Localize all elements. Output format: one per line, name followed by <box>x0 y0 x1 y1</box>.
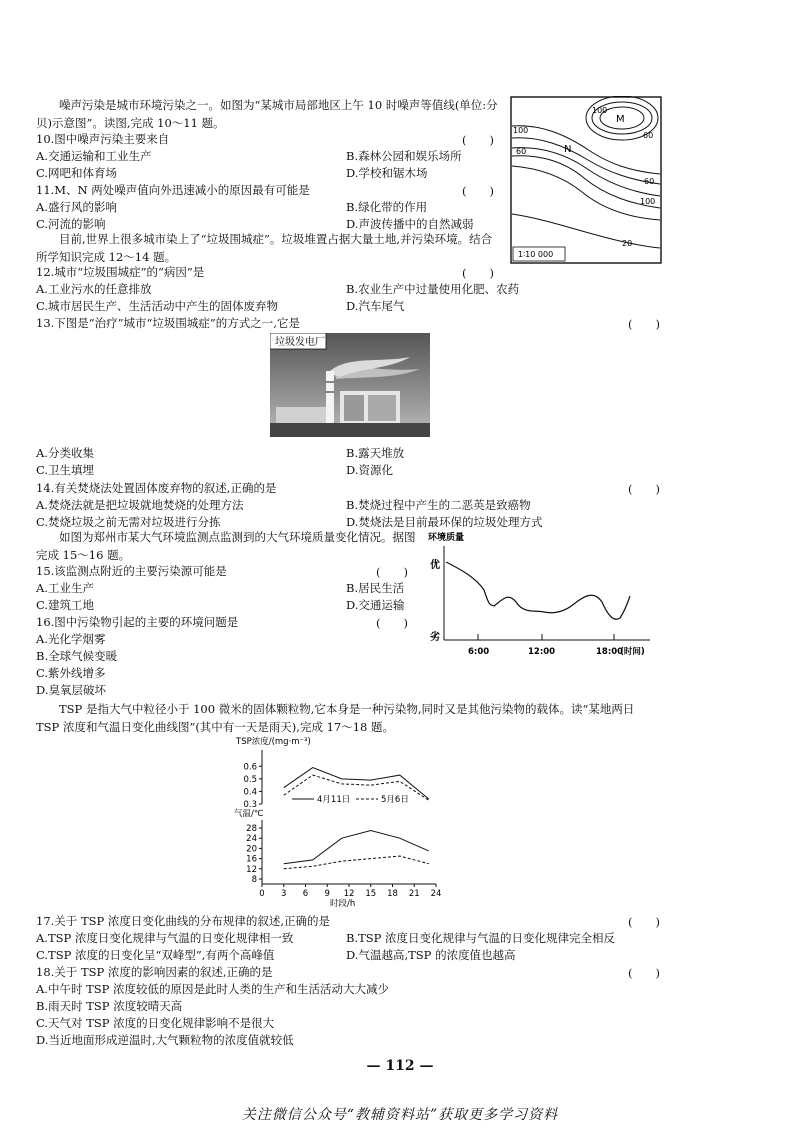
label-n: N <box>564 144 572 155</box>
q12-option-b[interactable]: B.农业生产中过量使用化肥、农药 <box>346 282 520 296</box>
q11-answer-blank[interactable]: ( ) <box>462 184 494 198</box>
temp-ytick-label: 24 <box>246 834 257 845</box>
q15-option-c[interactable]: C.建筑工地 <box>36 598 95 612</box>
q17-answer-blank[interactable]: ( ) <box>628 915 660 929</box>
temp-ytick-label: 16 <box>246 854 257 865</box>
q16-answer-blank[interactable]: ( ) <box>376 616 408 630</box>
x-tick-label: 15 <box>365 889 377 899</box>
quality-tick-18: 18:00 <box>596 647 624 657</box>
q11-option-c[interactable]: C.河流的影响 <box>36 217 106 231</box>
tsp-ytick-label: 0.4 <box>243 787 257 798</box>
tsp-temperature-chart <box>230 736 450 912</box>
q15-stem: 15.该监测点附近的主要污染源可能是 <box>36 564 227 578</box>
x-tick-label: 3 <box>281 889 287 899</box>
q16-option-d[interactable]: D.臭氧层破坏 <box>36 683 106 697</box>
q13-option-d[interactable]: D.资源化 <box>346 463 393 477</box>
q12-option-c[interactable]: C.城市居民生产、生活活动中产生的固体废弃物 <box>36 299 279 313</box>
tsp-xlabel: 时段/h <box>330 899 356 909</box>
q17-option-c[interactable]: C.TSP 浓度的日变化呈“双峰型”,有两个高峰值 <box>36 948 275 962</box>
scale-label: 1∶10 000 <box>518 250 554 259</box>
q14-option-d[interactable]: D.焚烧法是目前最环保的垃圾处理方式 <box>346 515 543 529</box>
q17-option-a[interactable]: A.TSP 浓度日变化规律与气温的日变化规律相一致 <box>36 931 294 945</box>
q16-stem: 16.图中污染物引起的主要的环境问题是 <box>36 615 239 629</box>
q10-option-c[interactable]: C.网吧和体育场 <box>36 166 118 180</box>
legend-series-1: 4月11日 <box>317 795 351 805</box>
x-tick-label: 0 <box>259 889 265 899</box>
quality-bottom-label: 劣 <box>430 632 440 643</box>
temp-ylabel: 气温/℃ <box>234 809 264 819</box>
tsp-ytick-label: 0.3 <box>243 800 257 810</box>
q10-option-a[interactable]: A.交通运输和工业生产 <box>36 149 152 163</box>
q10-option-d[interactable]: D.学校和锯木场 <box>346 166 428 180</box>
q11-option-a[interactable]: A.盛行风的影响 <box>36 200 117 214</box>
q10-answer-blank[interactable]: ( ) <box>462 133 494 147</box>
iso-label: 60 <box>644 177 655 186</box>
q13-option-b[interactable]: B.露天堆放 <box>346 446 405 460</box>
q10-stem: 10.图中噪声污染主要来自 <box>36 132 170 146</box>
q13-option-a[interactable]: A.分类收集 <box>36 446 94 460</box>
q12-answer-blank[interactable]: ( ) <box>462 266 494 280</box>
x-tick-label: 21 <box>408 889 420 899</box>
x-tick-label: 12 <box>343 889 355 899</box>
quality-top-label: 优 <box>430 560 440 571</box>
iso-label: 100 <box>640 197 656 206</box>
quality-xlabel: (时间) <box>620 647 645 657</box>
temp-ytick-label: 8 <box>251 875 257 885</box>
quality-tick-6: 6:00 <box>468 647 490 657</box>
intro-tsp: TSP 是指大气中粒径小于 100 微米的固体颗粒物,它本身是一种污染物,同时又是其他污染物的载体。读“某地两日 TSP 浓度和气温日变化曲线图”(其中有一天是雨天),完成 17～18 题。 <box>36 702 635 734</box>
iso-label: 60 <box>516 147 527 156</box>
q15-option-b[interactable]: B.居民生活 <box>346 581 405 595</box>
x-tick-label: 18 <box>387 889 398 899</box>
q15-option-d[interactable]: D.交通运输 <box>346 598 405 612</box>
photo-label: 垃圾发电厂 <box>275 337 325 348</box>
q14-option-a[interactable]: A.焚烧法就是把垃圾就地焚烧的处理方法 <box>36 498 244 512</box>
iso-label: 20 <box>622 239 633 248</box>
q16-option-b[interactable]: B.全球气候变暖 <box>36 649 118 663</box>
tsp-ytick-label: 0.6 <box>243 762 257 773</box>
q10-option-b[interactable]: B.森林公园和娱乐场所 <box>346 149 462 163</box>
quality-tick-12: 12:00 <box>528 647 556 657</box>
x-tick-label: 6 <box>302 889 309 899</box>
q18-answer-blank[interactable]: ( ) <box>628 966 660 980</box>
iso-label: 100 <box>513 126 529 135</box>
q14-answer-blank[interactable]: ( ) <box>628 482 660 496</box>
q17-option-d[interactable]: D.气温越高,TSP 的浓度值也越高 <box>346 948 516 962</box>
q13-stem: 13.下图是“治疗”城市“垃圾围城症”的方式之一,它是 <box>36 316 300 330</box>
q14-option-b[interactable]: B.焚烧过程中产生的二恶英是致癌物 <box>346 498 531 512</box>
q13-option-c[interactable]: C.卫生填埋 <box>36 463 95 477</box>
q16-option-c[interactable]: C.紫外线增多 <box>36 666 106 680</box>
q17-stem: 17.关于 TSP 浓度日变化曲线的分布规律的叙述,正确的是 <box>36 914 331 928</box>
legend-series-2: 5月6日 <box>381 795 409 805</box>
q17-option-b[interactable]: B.TSP 浓度日变化规律与气温的日变化规律完全相反 <box>346 931 616 945</box>
q13-answer-blank[interactable]: ( ) <box>628 317 660 331</box>
q12-option-a[interactable]: A.工业污水的任意排放 <box>36 282 152 296</box>
q11-option-b[interactable]: B.绿化带的作用 <box>346 200 428 214</box>
footer-note: 关注微信公众号“教辅资料站”获取更多学习资料 <box>241 1107 559 1123</box>
intro-noise: 噪声污染是城市环境污染之一。如图为“某城市局部地区上午 10 时噪声等值线(单位:分贝)示意图”。读图,完成 10～11 题。 <box>36 98 498 130</box>
tsp-ytick-label: 0.5 <box>243 774 257 785</box>
q12-stem: 12.城市“垃圾围城症”的“病因”是 <box>36 265 205 279</box>
q14-option-c[interactable]: C.焚烧垃圾之前无需对垃圾进行分拣 <box>36 515 221 529</box>
intro-garbage: 目前,世界上很多城市染上了“垃圾围城症”。垃圾堆置占据大量土地,并污染环境。结合所学知识完成 12～14 题。 <box>36 232 493 264</box>
temp-series-line-2 <box>284 856 429 869</box>
page-number: — 112 — <box>366 1058 434 1074</box>
q18-option-c[interactable]: C.天气对 TSP 浓度的日变化规律影响不是很大 <box>36 1016 275 1030</box>
q18-option-d[interactable]: D.当近地面形成逆温时,大气颗粒物的浓度值就较低 <box>36 1033 294 1047</box>
q18-stem: 18.关于 TSP 浓度的影响因素的叙述,正确的是 <box>36 965 273 979</box>
temp-ytick-label: 20 <box>246 844 257 855</box>
q15-answer-blank[interactable]: ( ) <box>376 565 408 579</box>
q12-option-d[interactable]: D.汽车尾气 <box>346 299 405 313</box>
temp-ytick-label: 12 <box>246 864 257 875</box>
noise-isoline-map <box>510 96 662 264</box>
label-m: M <box>616 114 625 125</box>
q16-option-a[interactable]: A.光化学烟雾 <box>36 632 106 646</box>
power-plant-photo <box>270 333 430 437</box>
temp-series-line-1 <box>284 831 429 864</box>
q18-option-a[interactable]: A.中午时 TSP 浓度较低的原因是此时人类的生产和生活活动大大减少 <box>36 982 390 996</box>
x-tick-label: 24 <box>430 889 442 899</box>
q14-stem: 14.有关焚烧法处置固体废弃物的叙述,正确的是 <box>36 481 277 495</box>
quality-ylabel: 环境质量 <box>428 533 465 543</box>
q18-option-b[interactable]: B.雨天时 TSP 浓度较晴天高 <box>36 999 183 1013</box>
page-number-value: 112 <box>385 1058 415 1074</box>
iso-label: 100 <box>592 106 608 115</box>
q11-option-d[interactable]: D.声波传播中的自然减弱 <box>346 217 474 231</box>
environment-quality-chart <box>424 530 656 660</box>
q15-option-a[interactable]: A.工业生产 <box>36 581 94 595</box>
intro-zhengzhou: 如图为郑州市某大气环境监测点监测到的大气环境质量变化情况。据图完成 15～16 题。 <box>36 530 416 562</box>
tsp-ylabel: TSP浓度/(mg·m⁻³) <box>236 737 311 747</box>
temp-ytick-label: 28 <box>246 824 257 834</box>
x-tick-label: 9 <box>324 889 330 899</box>
q11-stem: 11.M、N 两处噪声值向外迅速减小的原因最有可能是 <box>36 183 310 197</box>
iso-label: 60 <box>643 131 654 140</box>
